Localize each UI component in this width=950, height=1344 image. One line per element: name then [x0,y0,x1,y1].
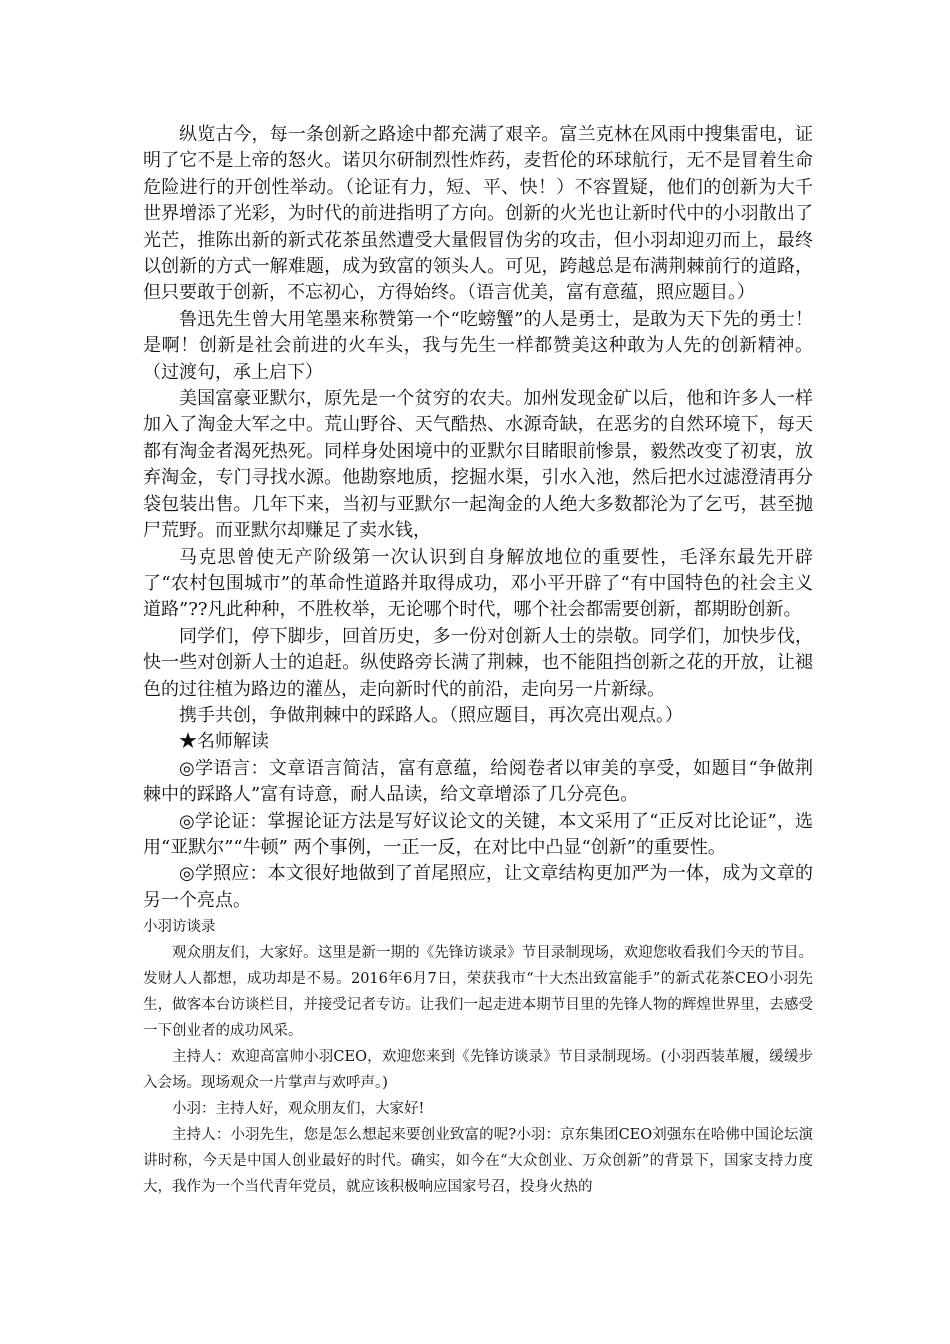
essay-paragraph: 纵览古今，每一条创新之路途中都充满了艰辛。富兰克林在风雨中搜集雷电，证明了它不是上帝的怒火。诺贝尔研制烈性炸药，麦哲伦的环球航行，无不是冒着生命危险进行的开创性举动。（论证有力，短、平、快！）不容置疑，他们的创新为大千世界增添了光彩，为时代的前进指明了方向。创新的火光也让新时代中的小羽散出了光芒，推陈出新的新式花茶虽然遭受大量假冒伪劣的攻击，但小羽却迎刃而上，最终以创新的方式一解难题，成为致富的领头人。可见，跨越总是布满荆棘前行的道路，但只要敢于创新，不忘初心，方得始终。（语言优美，富有意蕴，照应题目。） [143,124,813,304]
teacher-commentary-heading: ★名师解读 [179,731,269,753]
document-page [143,122,813,1200]
essay-paragraph: 同学们，停下脚步，回首历史，多一份对创新人士的崇敬。同学们，加快步伐，快一些对创新人士的追赶。纵使路旁长满了荆棘，也不能阻挡创新之花的开放，让褪色的过往植为路边的灌丛，走向新时代的前沿，走向另一片新绿。 [143,625,813,700]
essay-paragraph: 马克思曾使无产阶级第一次认识到自身解放地位的重要性，毛泽东最先开辟了“农村包围城市”的革命性道路并取得成功，邓小平开辟了“有中国特色的社会主义道路”??凡此种种，不胜枚举，无论哪个时代，哪个社会都需要创新，都期盼创新。 [143,546,813,621]
commentary-echo: ◎学照应：本文很好地做到了首尾照应，让文章结构更加严为一体，成为文章的另一个亮点。 [143,863,813,911]
interview-paragraph: 小羽：主持人好，观众朋友们，大家好! [172,1101,425,1118]
interview-title: 小羽访谈录 [143,919,216,936]
essay-closing-line: 携手共创，争做荆棘中的踩路人。（照应题目，再次亮出观点。） [179,704,683,726]
commentary-language: ◎学语言：文章语言简洁，富有意蕴，给阅卷者以审美的享受，如题目“争做荆棘中的踩路人”富有诗意，耐人品读，给文章增添了几分亮色。 [143,757,813,806]
commentary-argument: ◎学论证：掌握论证方法是写好议论文的关键，本文采用了“正反对比论证”，选用“亚默尔”“牛顿” 两个事例，一正一反，在对比中凸显“创新”的重要性。 [143,810,813,858]
essay-section [143,122,813,914]
essay-paragraph: 美国富豪亚默尔，原先是一个贫穷的农夫。加州发现金矿以后，他和许多人一样加入了淘金大军之中。荒山野谷、天气酷热、水源奇缺，在恶劣的自然环境下，每天都有淘金者渴死热死。同样身处困境中的亚默尔目睹眼前惨景，毅然改变了初衷，放弃淘金，专门寻找水源。他勘察地质，挖掘水渠，引水入池，然后把水过滤澄清再分袋包装出售。几年下来，当初与亚默尔一起淘金的人绝大多数都沦为了乞丐，甚至抛尸荒野。而亚默尔却赚足了卖水钱， [143,388,813,542]
interview-section [143,914,813,1200]
interview-paragraph: 主持人：小羽先生，您是怎么想起来要创业致富的呢?小羽：京东集团CEO刘强东在哈佛中国论坛演讲时称，今天是中国人创业最好的时代。确实，如今在“大众创业、万众创新”的背景下，国家支持力度大，我作为一个当代青年党员，就应该积极响应国家号召，投身火热的 [143,1127,813,1196]
essay-paragraph: 鲁迅先生曾大用笔墨来称赞第一个“吃螃蟹”的人是勇士，是敢为天下先的勇士！是啊！创新是社会前进的火车头，我与先生一样都赞美这种敢为人先的创新精神。（过渡句，承上启下） [143,308,813,383]
interview-paragraph: 观众朋友们，大家好。这里是新一期的《先锋访谈录》节目录制现场，欢迎您收看我们今天的节目。发财人人都想，成功却是不易。2016年6月7日，荣获我市“十大杰出致富能手”的新式花茶CEO小羽先生，做客本台访谈栏目，并接受记者专访。让我们一起走进本期节目里的先锋人物的辉煌世界里，去感受一下创业者的成功风采。 [143,945,813,1040]
interview-paragraph: 主持人：欢迎高富帅小羽CEO，欢迎您来到《先锋访谈录》节目录制现场。(小羽西装革履，缓缓步入会场。现场观众一片掌声与欢呼声。) [143,1049,813,1092]
